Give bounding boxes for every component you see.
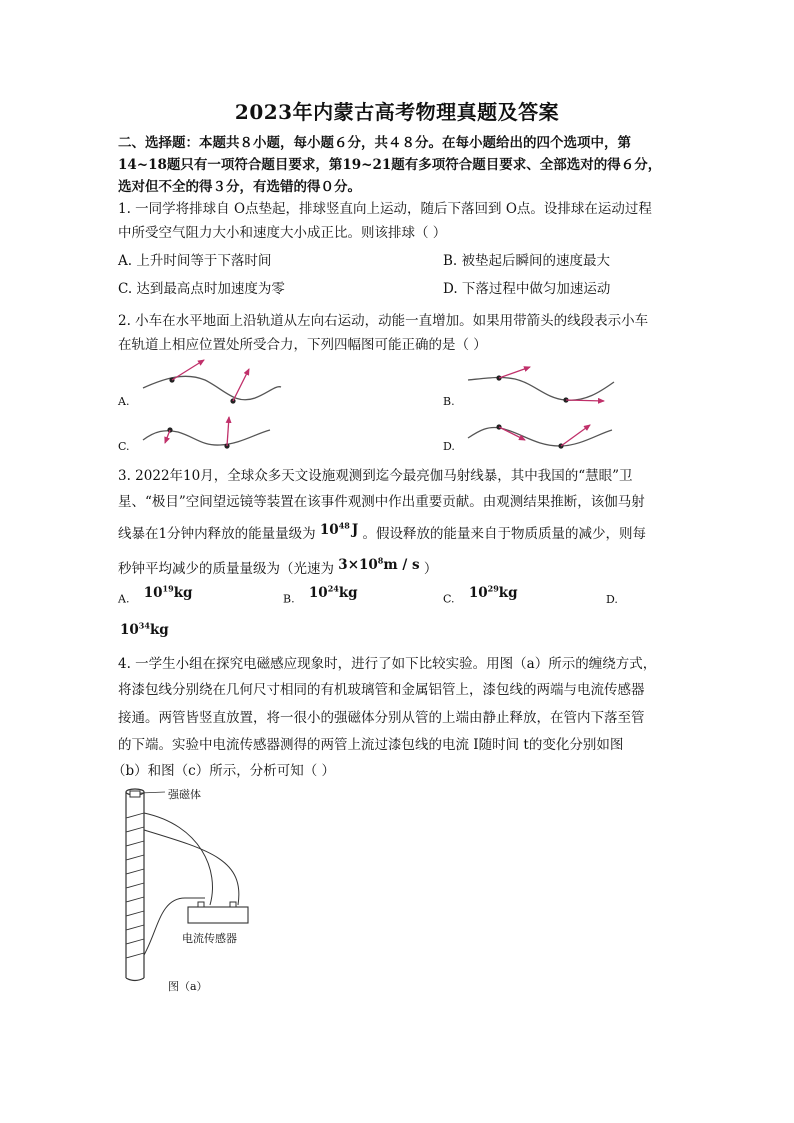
- q3-option-c-exp: 29: [487, 583, 499, 593]
- q3-option-a-value: [144, 585, 193, 601]
- q3-option-c: [443, 583, 518, 607]
- q1-option-a: A. 上升时间等于下落时间: [118, 253, 272, 269]
- q3-option-b-exp: 24: [327, 583, 339, 593]
- q3-option-d-base: 10: [120, 621, 139, 638]
- q2-diagram-d: [468, 424, 612, 448]
- current-sensor-icon: [188, 907, 248, 923]
- q1-option-c: C. 达到最高点时加速度为零: [118, 281, 285, 297]
- q2-diagram-b: [468, 367, 614, 403]
- q3-option-a-label: A.: [118, 592, 130, 606]
- q3-option-a-unit: kg: [173, 584, 193, 601]
- q3-option-d-exp: 34: [138, 620, 150, 630]
- q3-option-d-value: [120, 620, 169, 638]
- fig-a-sensor-label: 电流传感器: [182, 932, 237, 945]
- q3-option-d-unit: kg: [149, 621, 169, 638]
- q3-text-4b: ）: [423, 561, 438, 577]
- q4-stem-line-1: 4. 一学生小组在探究电磁感应现象时，进行了如下比较实验。用图（a）所示的缠绕方式，: [118, 656, 657, 672]
- q3-energy-exp: 48: [338, 520, 350, 531]
- q2-diagram-c: [143, 417, 270, 449]
- q3-c-value: 3×10: [338, 557, 378, 573]
- q3-text-4a: 秒钟平均减少的质量量级为（光速为: [118, 561, 334, 577]
- fig-a-magnet-label: 强磁体: [168, 788, 201, 801]
- q2-option-d-label: D.: [443, 440, 455, 453]
- q3-stem-line-4: [118, 557, 437, 577]
- q4-stem-line-3: 接通。两管皆竖直放置，将一很小的强磁体分别从管的上端由静止释放，在管内下落至管: [118, 710, 645, 726]
- q2-option-b-label: B.: [443, 395, 455, 408]
- section-instructions-line-1: 二、选择题：本题共８小题，每小题６分，共４８分。在每小题给出的四个选项中，第: [118, 135, 631, 151]
- q3-c-exp: 8: [377, 555, 384, 566]
- q1-stem-line-1: 1. 一同学将排球自 O点垫起，排球竖直向上运动，随后下落回到 O点。设排球在运动过程: [118, 201, 652, 217]
- q3-light-speed: [338, 557, 419, 573]
- q3-option-a-base: 10: [143, 584, 163, 601]
- q3-energy-value: [320, 522, 358, 538]
- q3-option-b: [283, 583, 358, 607]
- q3-stem-line-3: [118, 522, 646, 542]
- q2-stem-line-1: 2. 小车在水平地面上沿轨道从左向右运动，动能一直增加。如果用带箭头的线段表示小车: [118, 313, 649, 329]
- q3-option-c-label: C.: [443, 592, 455, 606]
- q3-option-b-base: 10: [308, 584, 328, 601]
- q1-option-b: B. 被垫起后瞬间的速度最大: [443, 253, 611, 269]
- q4-stem-line-5: （b）和图（c）所示，分析可知（ ）: [112, 763, 335, 779]
- q2-diagram-a: [143, 360, 281, 404]
- section-instructions-line-3: 选对但不全的得３分，有选错的得０分。: [118, 179, 361, 195]
- q4-stem-line-2: 将漆包线分别绕在几何尺寸相同的有机玻璃管和金属铝管上，漆包线的两端与电流传感器: [118, 682, 645, 698]
- q1-stem-line-2: 中所受空气阻力大小和速度大小成正比。则该排球（ ）: [118, 225, 447, 241]
- q4-stem-line-4: 的下端。实验中电流传感器测得的两管上流过漆包线的电流 I随时间 t的变化分别如图: [118, 737, 624, 753]
- q3-option-a: [118, 583, 193, 607]
- q4-figure-a: [110, 780, 310, 1000]
- q3-option-d-math: [120, 622, 169, 638]
- q3-c-unit: m / s: [383, 557, 420, 573]
- q2-option-a-label: A.: [118, 395, 130, 408]
- q3-option-c-base: 10: [468, 584, 488, 601]
- q3-energy-base: 10: [319, 522, 339, 538]
- q3-stem-line-2: 星、“极目”空间望远镜等装置在该事件观测中作出重要贡献。由观测结果推断，该伽马射: [118, 494, 645, 510]
- q3-option-c-unit: kg: [498, 584, 518, 601]
- q3-text-3a: 线暴在1分钟内释放的能量量级为: [118, 526, 316, 542]
- q3-energy-unit: J: [351, 522, 359, 538]
- section-instructions-line-2: 14~18题只有一项符合题目要求，第19~21题有多项符合题目要求、全部选对的得６分，: [118, 157, 662, 173]
- q3-text-3b: 。假设释放的能量来自于物质质量的减少，则每: [362, 526, 647, 542]
- q1-option-d: D. 下落过程中做匀加速运动: [443, 281, 611, 297]
- page-title: 2023年内蒙古高考物理真题及答案: [234, 100, 560, 124]
- fig-a-caption: 图（a）: [168, 980, 208, 993]
- q2-option-c-label: C.: [118, 440, 130, 453]
- q2-stem-line-2: 在轨道上相应位置处所受合力，下列四幅图可能正确的是（ ）: [118, 337, 487, 353]
- q3-option-c-value: [469, 585, 518, 601]
- q3-option-d-label: D.: [606, 593, 618, 606]
- q3-option-b-value: [309, 585, 358, 601]
- q3-option-b-unit: kg: [338, 584, 358, 601]
- magnet-icon: [130, 791, 140, 797]
- q3-stem-line-1: 3. 2022年10月，全球众多天文设施观测到迄今最亮伽马射线暴，其中我国的“慧眼”卫: [118, 468, 633, 484]
- coil-icon: [126, 813, 144, 958]
- q3-option-a-exp: 19: [162, 583, 174, 593]
- q3-option-b-label: B.: [283, 592, 295, 606]
